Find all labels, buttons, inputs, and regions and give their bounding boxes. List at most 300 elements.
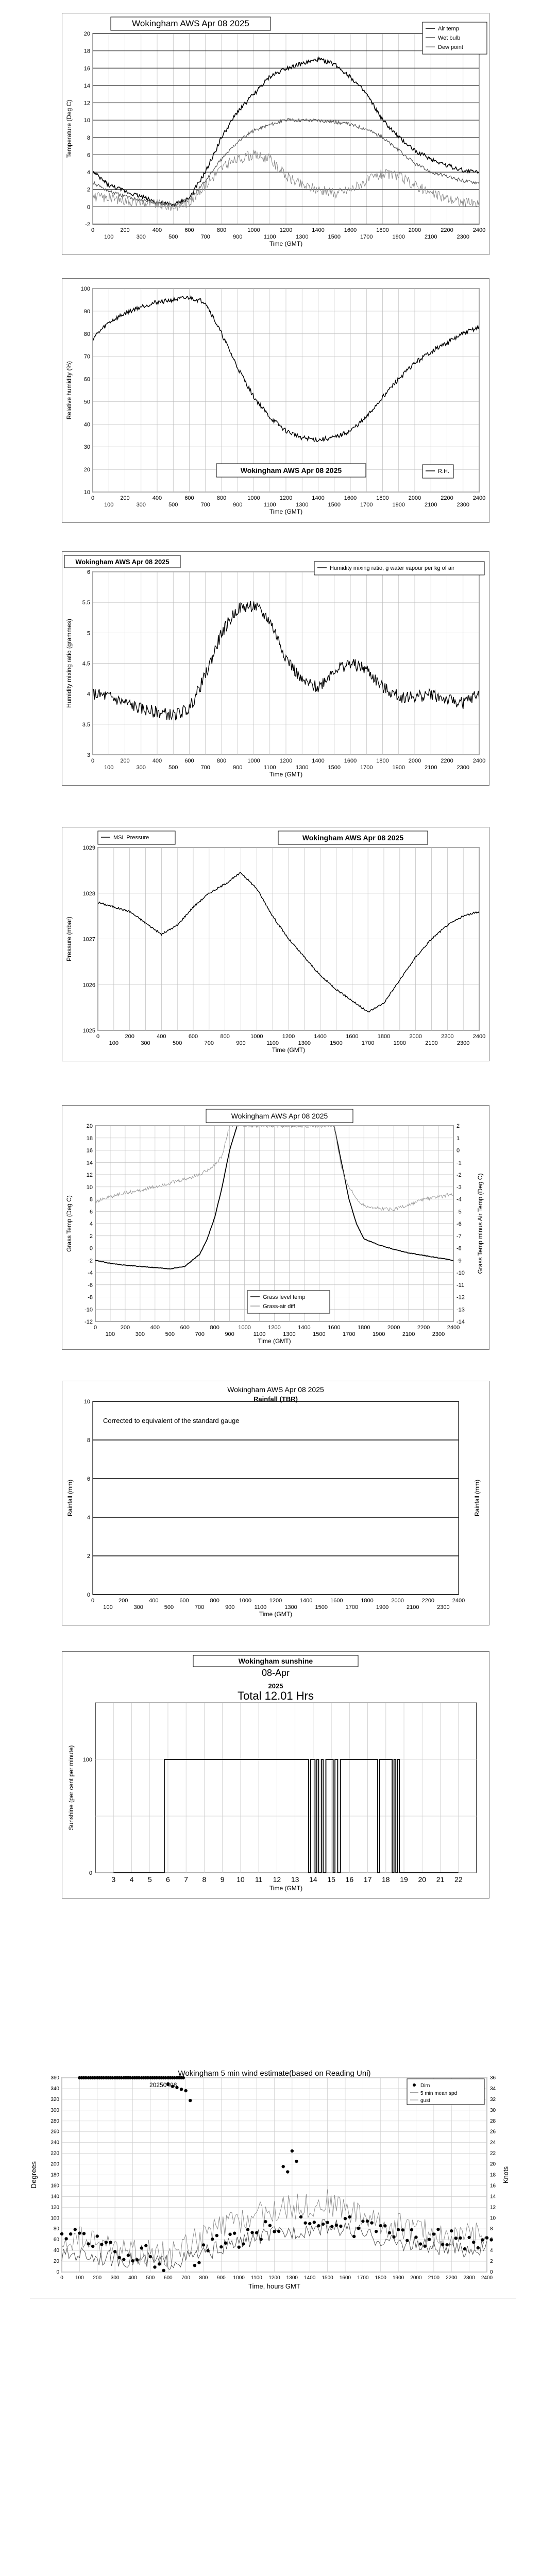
x-tick-label: 2100 xyxy=(402,1331,415,1337)
direction-point xyxy=(467,2236,470,2239)
direction-point xyxy=(379,2224,382,2227)
direction-point xyxy=(238,2245,241,2248)
y-tick-label: 2 xyxy=(87,1553,90,1560)
x-axis-label: Time (GMT) xyxy=(258,1337,291,1345)
x-tick-label: 1600 xyxy=(330,1598,343,1604)
direction-point xyxy=(113,2250,116,2253)
x-tick-label: 100 xyxy=(104,502,114,508)
y-tick-label: 6 xyxy=(87,152,90,159)
x-tick-label: 300 xyxy=(110,2275,120,2281)
direction-point xyxy=(60,2232,63,2235)
legend-entry: Wet bulb xyxy=(438,35,461,41)
x-tick-label: 1000 xyxy=(247,495,260,501)
y-tick-label: 4 xyxy=(87,1515,90,1521)
x-tick-label: 1300 xyxy=(296,234,309,240)
x-tick-label: 1000 xyxy=(250,1033,263,1040)
chart-title: Wokingham AWS Apr 08 2025 xyxy=(302,834,404,842)
x-tick-label: 6 xyxy=(166,1875,170,1884)
x-tick-label: 200 xyxy=(125,1033,134,1040)
y-tick-label: 40 xyxy=(83,421,90,428)
x-tick-label: 1900 xyxy=(393,1040,407,1046)
direction-point xyxy=(215,2234,218,2237)
x-tick-label: 1000 xyxy=(247,227,260,233)
x-axis-label: Time (GMT) xyxy=(269,1885,303,1892)
x-tick-label: 1100 xyxy=(254,1604,267,1611)
x-tick-label: 1500 xyxy=(328,765,341,771)
direction-point xyxy=(414,2235,417,2239)
rainfall-chart-panel xyxy=(62,1381,489,1625)
x-tick-label: 600 xyxy=(163,2275,173,2281)
x-tick-label: 0 xyxy=(91,495,95,501)
x-tick-label: 100 xyxy=(109,1040,119,1046)
x-tick-label: 500 xyxy=(168,234,178,240)
direction-point xyxy=(291,2149,294,2153)
direction-point xyxy=(78,2231,81,2234)
x-tick-label: 1500 xyxy=(313,1331,326,1337)
x-tick-label: 400 xyxy=(157,1033,166,1040)
x-tick-label: 600 xyxy=(184,495,194,501)
x-tick-label: 2300 xyxy=(463,2275,475,2281)
x-tick-label: 1500 xyxy=(328,502,341,508)
y-tick-label: 6 xyxy=(87,569,90,575)
direction-point xyxy=(375,2230,378,2233)
y2-tick-label: 0 xyxy=(457,1147,460,1154)
x-tick-label: 100 xyxy=(104,765,114,771)
y2-tick-label: -14 xyxy=(457,1319,465,1325)
x-tick-label: 1800 xyxy=(376,495,389,501)
x-tick-label: 16 xyxy=(345,1875,354,1884)
y-tick-label: 1028 xyxy=(82,890,95,897)
y-tick-label: 18 xyxy=(83,48,90,55)
direction-point xyxy=(370,2221,373,2224)
x-tick-label: 1200 xyxy=(279,495,293,501)
direction-point xyxy=(295,2160,298,2163)
y-tick-label: -12 xyxy=(84,1319,93,1325)
y-tick-label: 6 xyxy=(87,1476,90,1482)
chart-date: 20250408 xyxy=(149,2081,177,2089)
y-tick-label: 100 xyxy=(80,286,90,292)
direction-point xyxy=(255,2231,258,2234)
x-tick-label: 1400 xyxy=(312,495,325,501)
pressure-chart-panel xyxy=(62,827,489,1061)
y-tick-label: 120 xyxy=(50,2205,59,2211)
x-tick-label: 500 xyxy=(164,1604,174,1611)
y2-tick-label: -1 xyxy=(457,1160,462,1166)
x-tick-label: 1700 xyxy=(345,1604,359,1611)
x-tick-label: 800 xyxy=(210,1325,219,1331)
direction-point xyxy=(489,2238,493,2241)
y-tick-label: 50 xyxy=(83,399,90,405)
x-tick-label: 1800 xyxy=(358,1325,370,1331)
y2-tick-label: -12 xyxy=(457,1294,465,1301)
x-tick-label: 300 xyxy=(136,765,146,771)
x-tick-label: 1500 xyxy=(328,234,341,240)
x-axis-label: Time (GMT) xyxy=(269,771,303,778)
x-axis-label: Time (GMT) xyxy=(269,240,303,247)
x-tick-label: 1600 xyxy=(339,2275,351,2281)
y-tick-label: 0 xyxy=(89,1245,93,1252)
direction-point xyxy=(260,2238,263,2241)
y2-tick-label: 2 xyxy=(457,1123,460,1129)
direction-point xyxy=(273,2230,276,2233)
relative-humidity-chart xyxy=(62,278,489,523)
x-tick-label: 400 xyxy=(128,2275,137,2281)
x-tick-label: 1700 xyxy=(360,502,373,508)
y2-tick-label: -4 xyxy=(457,1196,462,1203)
grass-temperature-chart xyxy=(62,1105,489,1350)
x-tick-label: 15 xyxy=(327,1875,335,1884)
x-tick-label: 900 xyxy=(225,1604,235,1611)
x-tick-label: 1200 xyxy=(279,758,293,764)
x-tick-label: 500 xyxy=(172,1040,182,1046)
direction-point xyxy=(206,2249,209,2252)
y-tick-label: 1029 xyxy=(82,845,95,851)
y-tick-label: 0 xyxy=(87,1592,90,1598)
y-tick-label: 20 xyxy=(53,2259,59,2265)
legend-swatch xyxy=(413,2083,416,2087)
y2-tick-label: 0 xyxy=(490,2269,493,2275)
temperature-chart xyxy=(62,13,489,255)
direction-point xyxy=(87,2242,90,2245)
x-tick-label: 800 xyxy=(216,227,227,233)
x-tick-label: 200 xyxy=(120,1325,130,1331)
y-tick-label: 240 xyxy=(50,2140,59,2146)
x-tick-label: 2400 xyxy=(472,227,486,233)
y-tick-label: 160 xyxy=(50,2183,59,2189)
x-tick-label: 200 xyxy=(118,1598,128,1604)
y-axis-label: Temperature (Deg C) xyxy=(65,99,73,158)
direction-point xyxy=(69,2232,72,2235)
direction-point xyxy=(131,2259,134,2262)
x-tick-label: 1200 xyxy=(268,1325,281,1331)
x-tick-label: 22 xyxy=(454,1875,463,1884)
y2-tick-label: -3 xyxy=(457,1184,462,1191)
y-tick-label: 5 xyxy=(87,630,90,637)
x-tick-label: 1300 xyxy=(298,1040,311,1046)
y2-tick-label: 12 xyxy=(490,2205,496,2211)
grass-temp-chart-panel xyxy=(62,1105,489,1350)
direction-point xyxy=(366,2219,369,2223)
x-tick-label: 1000 xyxy=(233,2275,245,2281)
direction-point xyxy=(441,2243,444,2246)
x-tick-label: 800 xyxy=(210,1598,219,1604)
y-axis-label: Sunshine (per cent per minute) xyxy=(67,1745,75,1831)
x-tick-label: 1600 xyxy=(328,1325,341,1331)
x-tick-label: 1800 xyxy=(375,2275,386,2281)
y-tick-label: 140 xyxy=(50,2194,59,2200)
direction-point xyxy=(140,2246,143,2249)
direction-point xyxy=(242,2242,245,2245)
y-tick-label: 60 xyxy=(53,2237,59,2243)
x-tick-label: 2100 xyxy=(425,765,437,771)
direction-point xyxy=(330,2225,333,2228)
x-tick-label: 600 xyxy=(180,1325,190,1331)
y2-tick-label: 20 xyxy=(490,2161,496,2167)
x-tick-label: 900 xyxy=(217,2275,226,2281)
y-tick-label: 80 xyxy=(83,331,90,337)
direction-point xyxy=(96,2234,99,2238)
y-tick-label: 12 xyxy=(86,1172,93,1178)
y2-tick-label: 30 xyxy=(490,2107,496,2113)
direction-point xyxy=(127,2253,130,2257)
y-tick-label: -4 xyxy=(88,1270,93,1276)
x-tick-label: 2000 xyxy=(410,2275,422,2281)
x-axis-label: Time (GMT) xyxy=(269,508,303,515)
direction-point xyxy=(162,2269,165,2272)
x-tick-label: 100 xyxy=(104,234,114,240)
x-tick-label: 2400 xyxy=(472,758,486,764)
direction-point xyxy=(339,2225,342,2228)
y-tick-label: 90 xyxy=(83,308,90,315)
x-tick-label: 2000 xyxy=(408,758,421,764)
x-tick-label: 1500 xyxy=(330,1040,343,1046)
x-tick-label: 600 xyxy=(179,1598,189,1604)
x-tick-label: 12 xyxy=(273,1875,281,1884)
x-tick-label: 900 xyxy=(236,1040,246,1046)
x-tick-label: 400 xyxy=(152,495,162,501)
x-tick-label: 2400 xyxy=(472,495,486,501)
y-tick-label: -10 xyxy=(84,1307,93,1313)
x-tick-label: 2000 xyxy=(409,1033,422,1040)
x-tick-label: 400 xyxy=(152,758,162,764)
legend-entry: 5 min mean spd xyxy=(420,2091,458,2096)
y-tick-label: 0 xyxy=(56,2269,59,2275)
chart-title: Wokingham AWS Apr 08 2025 xyxy=(132,19,249,28)
chart-title: Wokingham 5 min wind estimate(based on Reading Uni) xyxy=(178,2069,371,2078)
y-axis-label: Humidity mixing ratio (grammes) xyxy=(65,619,73,708)
y-tick-label: 40 xyxy=(53,2248,59,2254)
x-tick-label: 2100 xyxy=(425,502,437,508)
x-tick-label: 300 xyxy=(136,234,146,240)
x-tick-label: 2200 xyxy=(441,495,453,501)
direction-point xyxy=(105,2241,108,2244)
y2-tick-label: -7 xyxy=(457,1233,462,1240)
direction-point xyxy=(268,2224,272,2227)
x-tick-label: 600 xyxy=(184,227,194,233)
x-tick-label: 300 xyxy=(136,502,146,508)
y-tick-label: 16 xyxy=(86,1147,93,1154)
chart-note: Corrected to equivalent of the standard gauge xyxy=(103,1417,240,1425)
x-tick-label: 800 xyxy=(216,495,227,501)
x-tick-label: 500 xyxy=(165,1331,175,1337)
y2-tick-label: 28 xyxy=(490,2118,496,2124)
direction-point xyxy=(392,2235,395,2239)
legend-entry: Grass level temp xyxy=(263,1294,306,1300)
direction-point xyxy=(74,2228,77,2231)
y2-tick-label: 4 xyxy=(490,2248,493,2254)
x-tick-label: 1900 xyxy=(376,1604,389,1611)
x-tick-label: 1400 xyxy=(299,1598,313,1604)
x-tick-label: 21 xyxy=(436,1875,445,1884)
direction-point xyxy=(405,2239,409,2242)
x-tick-label: 0 xyxy=(60,2275,63,2281)
direction-point xyxy=(144,2244,147,2247)
direction-point xyxy=(264,2220,267,2223)
legend-entry: Dirn xyxy=(420,2083,430,2089)
x-tick-label: 700 xyxy=(195,1331,205,1337)
direction-point xyxy=(277,2230,280,2233)
x-tick-label: 1900 xyxy=(392,765,405,771)
x-tick-label: 1200 xyxy=(269,1598,282,1604)
chart-title: Wokingham AWS Apr 08 2025 xyxy=(75,558,170,566)
chart-title: Wokingham AWS Apr 08 2025 xyxy=(240,466,342,474)
x-tick-label: 1200 xyxy=(282,1033,295,1040)
direction-point xyxy=(211,2238,214,2241)
x-tick-label: 1900 xyxy=(392,234,405,240)
direction-point xyxy=(326,2221,329,2224)
direction-point xyxy=(436,2228,439,2231)
x-tick-label: 200 xyxy=(120,227,130,233)
x-tick-label: 100 xyxy=(105,1331,115,1337)
y-tick-label: 60 xyxy=(83,376,90,383)
direction-point xyxy=(299,2215,302,2218)
y2-tick-label: -9 xyxy=(457,1258,462,1264)
y-tick-label: 10 xyxy=(86,1184,93,1191)
x-tick-label: 1600 xyxy=(346,1033,359,1040)
direction-point xyxy=(91,2245,94,2248)
y-axis-label: Rainfall (mm) xyxy=(66,1479,74,1517)
x-axis-label: Time (GMT) xyxy=(259,1611,293,1618)
y-axis-label: Pressure (mbar) xyxy=(65,917,73,961)
direction-point xyxy=(410,2228,413,2231)
x-axis-label: Time (GMT) xyxy=(272,1046,306,1054)
direction-point xyxy=(184,2089,187,2092)
direction-point xyxy=(450,2229,453,2232)
x-tick-label: 9 xyxy=(220,1875,225,1884)
x-tick-label: 2200 xyxy=(417,1325,430,1331)
direction-point xyxy=(454,2236,458,2240)
x-tick-label: 1600 xyxy=(344,758,357,764)
x-tick-label: 1700 xyxy=(360,765,373,771)
y-axis-label: Grass Temp (Deg C) xyxy=(65,1195,73,1252)
direction-point xyxy=(193,2264,196,2267)
x-tick-label: 300 xyxy=(135,1331,145,1337)
direction-point xyxy=(383,2224,386,2227)
x-tick-label: 1400 xyxy=(298,1325,311,1331)
x-tick-label: 1400 xyxy=(314,1033,327,1040)
x-tick-label: 2200 xyxy=(421,1598,435,1604)
y2-tick-label: 32 xyxy=(490,2096,496,2103)
x-tick-label: 100 xyxy=(103,1604,113,1611)
y-tick-label: -8 xyxy=(88,1294,93,1301)
y-tick-label: 0 xyxy=(87,204,90,211)
x-tick-label: 0 xyxy=(96,1033,100,1040)
x-tick-label: 2000 xyxy=(408,227,421,233)
x-tick-label: 2400 xyxy=(472,1033,486,1040)
chart-title: Wokingham AWS Apr 08 2025 xyxy=(227,1385,324,1394)
x-tick-label: 800 xyxy=(220,1033,230,1040)
direction-point xyxy=(317,2224,320,2227)
x-tick-label: 200 xyxy=(120,758,130,764)
y-tick-label: 16 xyxy=(83,65,90,72)
x-tick-label: 1700 xyxy=(360,234,373,240)
direction-point xyxy=(82,2232,86,2235)
y-tick-label: 260 xyxy=(50,2129,59,2135)
x-tick-label: 2200 xyxy=(441,227,453,233)
y-tick-label: -6 xyxy=(88,1282,93,1289)
sunshine-chart xyxy=(62,1651,489,1899)
y-tick-label: 8 xyxy=(87,1437,90,1444)
x-tick-label: 1500 xyxy=(315,1604,328,1611)
direction-point xyxy=(322,2223,325,2226)
y2-axis-label: Knots xyxy=(502,2166,510,2184)
x-tick-label: 1200 xyxy=(279,227,293,233)
x-tick-label: 20 xyxy=(418,1875,427,1884)
x-tick-label: 0 xyxy=(91,227,95,233)
direction-point xyxy=(419,2242,422,2245)
x-tick-label: 2300 xyxy=(457,234,469,240)
x-tick-label: 2000 xyxy=(387,1325,400,1331)
direction-point xyxy=(485,2236,488,2239)
pressure-chart xyxy=(62,827,489,1061)
chart-title: Wokingham sunshine xyxy=(238,1657,313,1665)
y2-tick-label: 14 xyxy=(490,2194,496,2200)
direction-point xyxy=(423,2244,426,2247)
wind-chart xyxy=(26,2069,515,2295)
direction-point xyxy=(481,2238,484,2241)
x-tick-label: 1800 xyxy=(376,758,389,764)
direction-point xyxy=(344,2217,347,2220)
x-tick-label: 2100 xyxy=(425,234,437,240)
x-tick-label: 1100 xyxy=(253,1331,266,1337)
y-tick-label: 300 xyxy=(50,2107,59,2113)
y2-tick-label: 24 xyxy=(490,2140,496,2146)
x-tick-label: 900 xyxy=(225,1331,234,1337)
y2-tick-label: 8 xyxy=(490,2226,493,2232)
direction-point xyxy=(397,2228,400,2231)
y-tick-label: 340 xyxy=(50,2086,59,2092)
direction-point xyxy=(246,2228,249,2231)
x-tick-label: 1300 xyxy=(296,502,309,508)
y2-tick-label: 34 xyxy=(490,2086,496,2092)
x-tick-label: 1300 xyxy=(286,2275,298,2281)
x-tick-label: 1000 xyxy=(238,1325,251,1331)
direction-point xyxy=(228,2233,231,2236)
y2-tick-label: 16 xyxy=(490,2183,496,2189)
direction-point xyxy=(335,2224,338,2227)
legend-entry: R.H. xyxy=(438,468,449,474)
x-tick-label: 900 xyxy=(233,234,243,240)
legend-entry: Air temp xyxy=(438,26,459,32)
x-tick-label: 2400 xyxy=(447,1325,460,1331)
y-tick-label: 2 xyxy=(87,187,90,193)
legend-entry: Dew point xyxy=(438,44,463,50)
direction-point xyxy=(233,2232,236,2235)
x-tick-label: 800 xyxy=(199,2275,208,2281)
direction-point xyxy=(352,2235,356,2238)
direction-point xyxy=(100,2243,103,2246)
y-tick-label: 1026 xyxy=(82,982,95,989)
x-tick-label: 1000 xyxy=(247,758,260,764)
legend-entry: Grass-air diff xyxy=(263,1303,295,1310)
y2-tick-label: -10 xyxy=(457,1270,465,1276)
y2-tick-label: 1 xyxy=(457,1135,460,1142)
y-tick-label: 5.5 xyxy=(82,600,90,606)
y-tick-label: 10 xyxy=(83,117,90,124)
x-tick-label: 0 xyxy=(91,1598,95,1604)
plot-area xyxy=(93,1401,459,1595)
y2-tick-label: 10 xyxy=(490,2215,496,2222)
x-tick-label: 2000 xyxy=(391,1598,404,1604)
x-tick-label: 1800 xyxy=(361,1598,374,1604)
x-tick-label: 1100 xyxy=(266,1040,279,1046)
direction-point xyxy=(459,2236,462,2240)
direction-point xyxy=(109,2241,112,2244)
x-tick-label: 1900 xyxy=(392,502,405,508)
x-tick-label: 500 xyxy=(168,765,178,771)
direction-point xyxy=(202,2243,205,2246)
x-tick-label: 13 xyxy=(291,1875,299,1884)
